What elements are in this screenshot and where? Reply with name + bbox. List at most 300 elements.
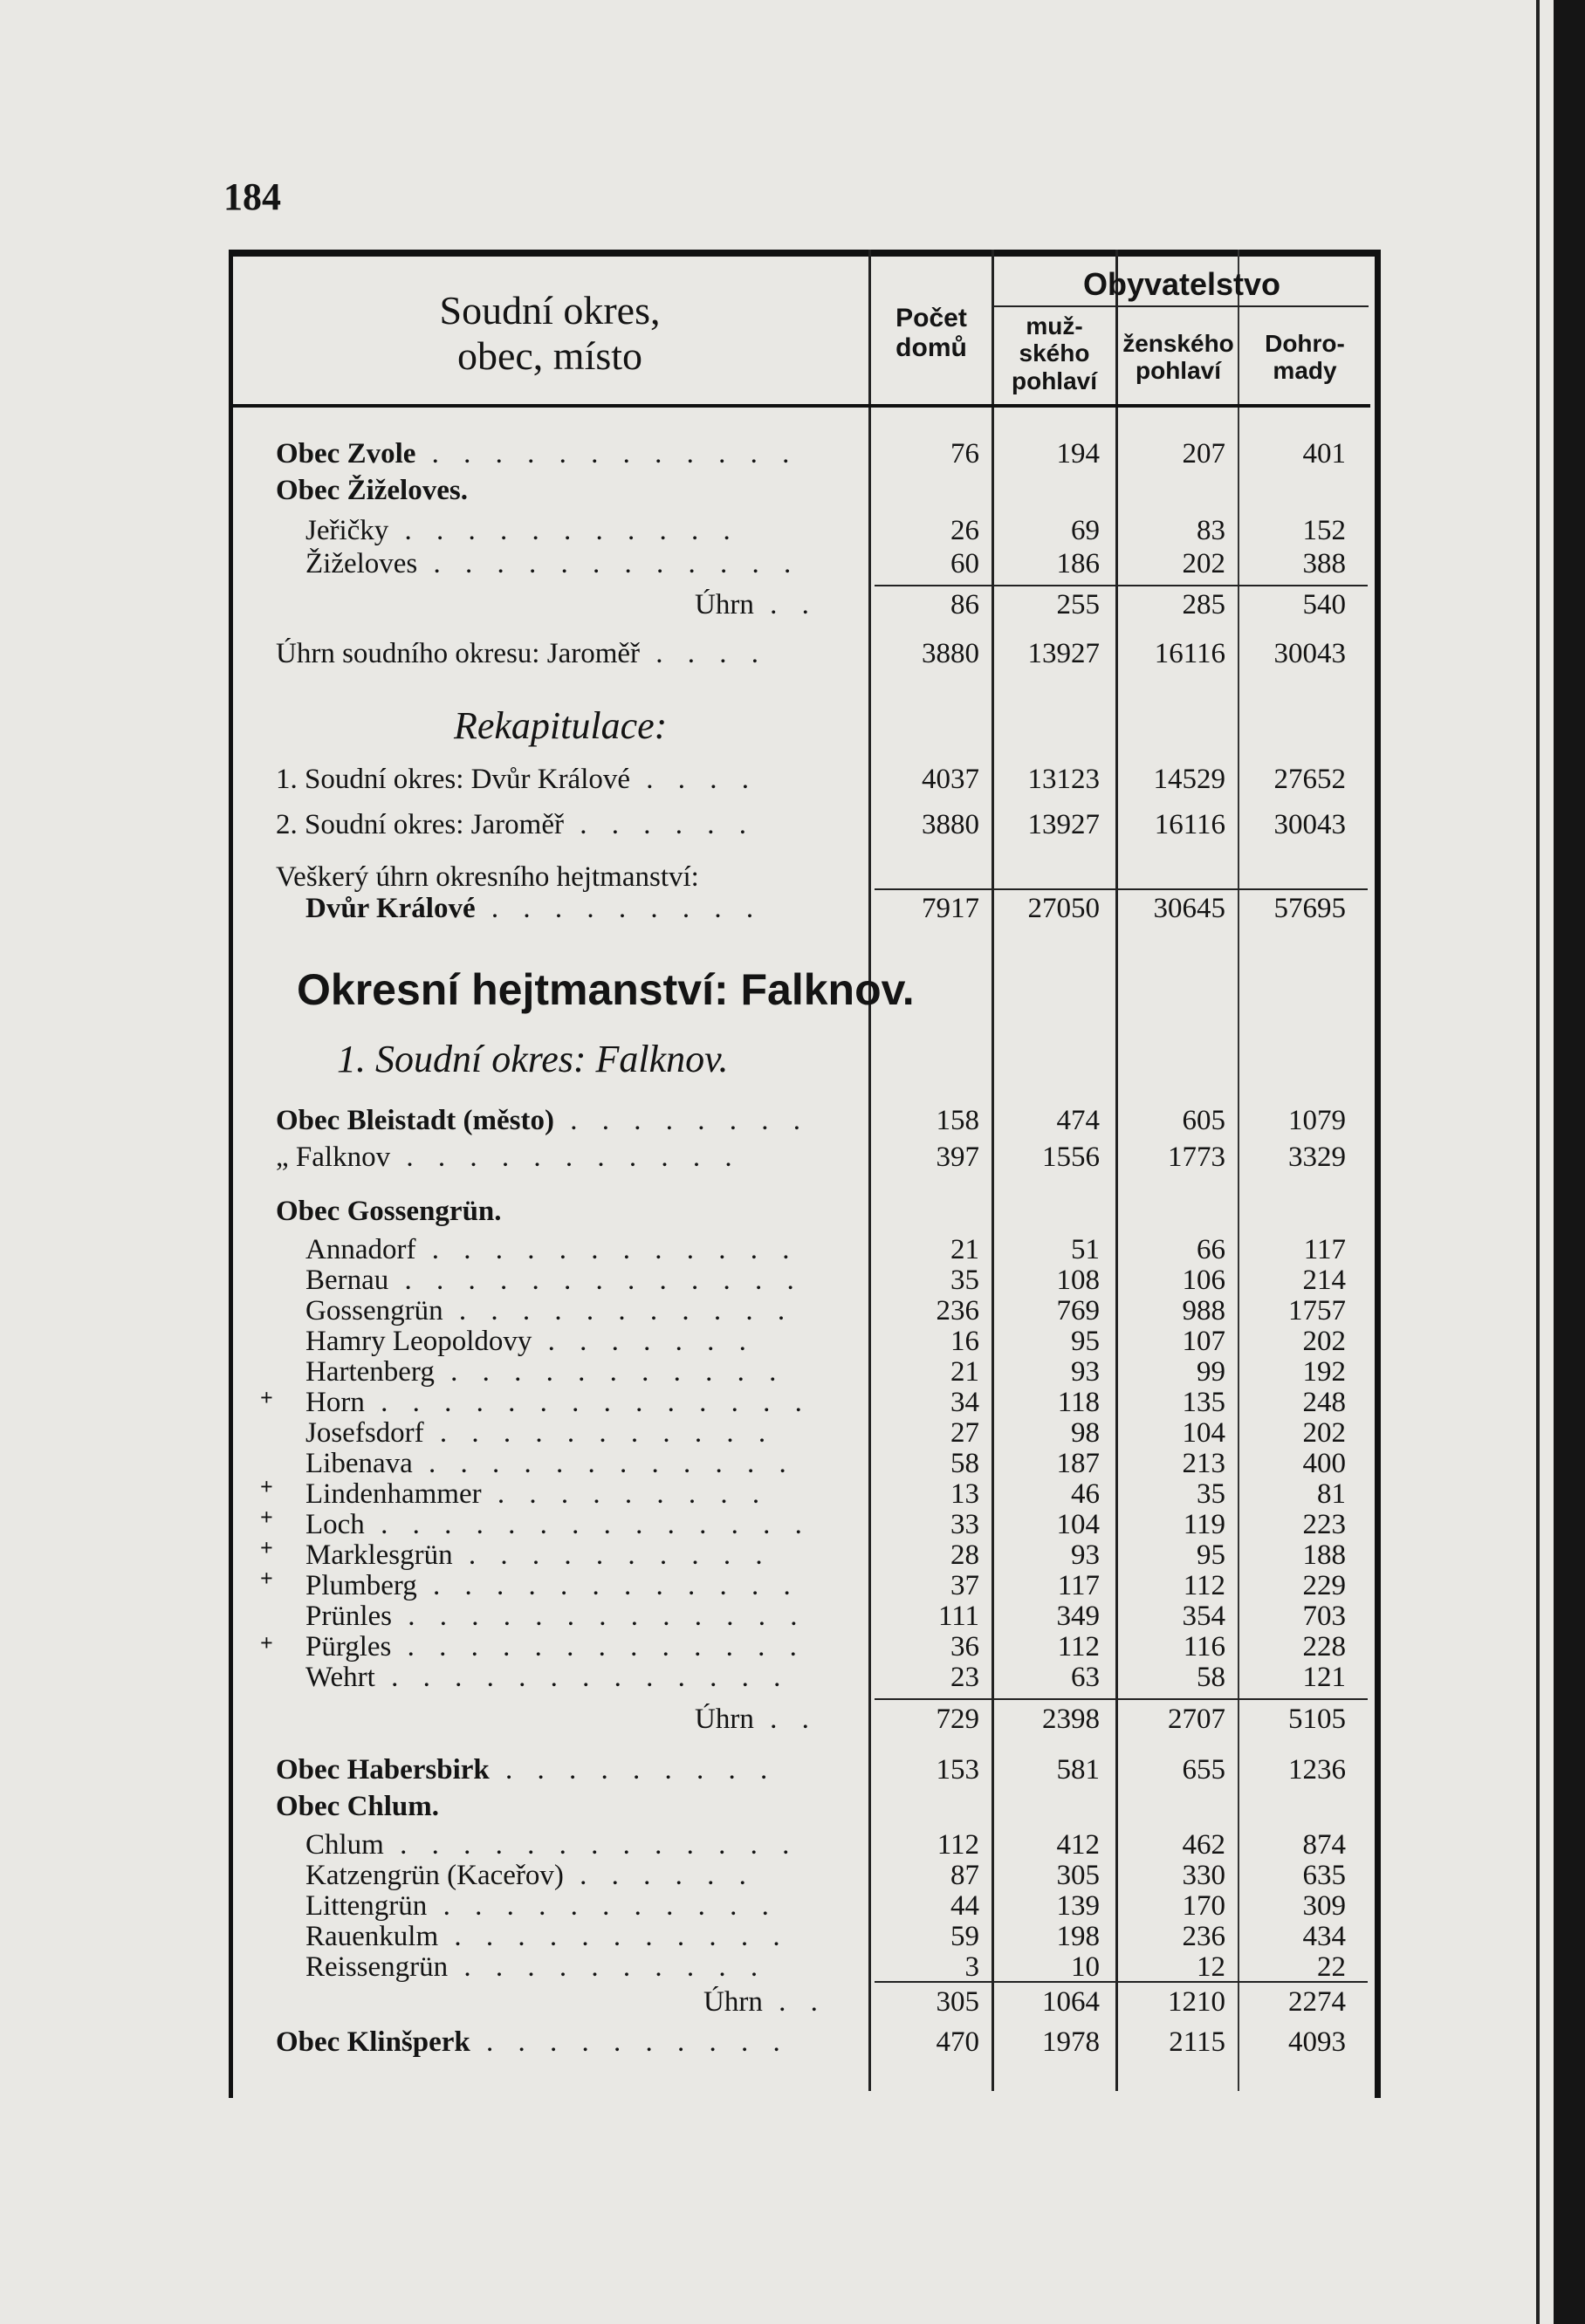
male-cell: 63 — [1071, 1662, 1100, 1693]
male-cell: 349 — [1056, 1601, 1100, 1632]
table-row — [0, 1105, 1585, 1136]
table-row — [0, 893, 1585, 924]
male-cell: 474 — [1056, 1105, 1100, 1136]
row-label — [276, 1141, 862, 1173]
row-label-text: Reissengrün — [305, 1951, 449, 1983]
header-total-column — [1241, 330, 1369, 385]
total-cell: 400 — [1302, 1448, 1346, 1479]
row-label-text: Pürgles — [305, 1631, 392, 1662]
male-cell: 13123 — [1027, 764, 1100, 795]
total-cell: 228 — [1302, 1631, 1346, 1662]
table-row — [0, 1295, 1585, 1327]
total-cell: 30043 — [1273, 809, 1346, 840]
row-label — [305, 1539, 862, 1571]
houses-cell: 59 — [950, 1921, 979, 1952]
total-cell: 2274 — [1288, 1986, 1346, 2018]
header-total-line-2: mady — [1273, 357, 1337, 385]
houses-cell: 26 — [950, 515, 979, 546]
total-cell: 30043 — [1273, 638, 1346, 669]
row-label-text: Katzengrün (Kaceřov) — [305, 1860, 564, 1891]
leader-dots: . . . . . . . . . . . . . — [388, 1265, 803, 1296]
header-houses-line-2: domů — [895, 332, 967, 362]
table-row — [0, 1662, 1585, 1693]
male-cell: 187 — [1056, 1448, 1100, 1479]
table-row — [0, 1631, 1585, 1662]
houses-cell: 21 — [950, 1234, 979, 1265]
houses-cell: 28 — [950, 1539, 979, 1571]
female-cell: 104 — [1182, 1417, 1225, 1449]
row-label — [305, 515, 862, 546]
leader-dots: . . . . . . . . . . . — [438, 1921, 789, 1952]
header-place-line-2: obec, místo — [456, 332, 643, 378]
total-cell: 388 — [1302, 548, 1346, 579]
leader-dots: . . . . . . . . . — [475, 893, 763, 924]
row-label-text: Obec Žiželoves. — [276, 475, 468, 506]
total-cell: 202 — [1302, 1417, 1346, 1449]
male-cell: 51 — [1071, 1234, 1100, 1265]
male-cell: 13927 — [1027, 809, 1100, 840]
table-row — [0, 1704, 1585, 1735]
houses-cell: 305 — [936, 1986, 979, 2018]
houses-cell: 112 — [937, 1829, 979, 1861]
table-row — [0, 638, 1585, 669]
male-cell: 104 — [1056, 1509, 1100, 1540]
district-heading: Okresní hejtmanství: Falknov. — [297, 965, 915, 1014]
row-label — [305, 1921, 862, 1952]
row-label — [305, 1509, 862, 1540]
row-label-text: Hamry Leopoldovy — [305, 1326, 532, 1357]
leader-dots: . . — [753, 1704, 818, 1735]
houses-cell: 3 — [964, 1951, 979, 1983]
leader-dots: . . . . . . . . . . — [452, 1539, 772, 1571]
male-cell: 95 — [1071, 1326, 1100, 1357]
female-cell: 16116 — [1154, 638, 1225, 669]
houses-cell: 76 — [950, 438, 979, 470]
female-cell: 2707 — [1168, 1704, 1225, 1735]
table-row — [0, 861, 1585, 893]
header-female-line-2: pohlaví — [1135, 357, 1221, 385]
female-cell: 2115 — [1169, 2026, 1225, 2058]
male-cell: 255 — [1056, 589, 1100, 620]
houses-cell: 36 — [950, 1631, 979, 1662]
header-male-column — [995, 312, 1114, 394]
leader-dots: . . . . . . . . . . . . . — [383, 1829, 799, 1861]
table-row — [0, 764, 1585, 795]
leader-dots: . . — [753, 589, 818, 620]
row-label-text: Rauenkulm — [305, 1921, 439, 1952]
houses-cell: 3880 — [922, 638, 979, 669]
row-label — [305, 1295, 862, 1327]
female-cell: 58 — [1197, 1662, 1225, 1693]
total-cell: 57695 — [1273, 893, 1346, 924]
male-cell: 1556 — [1042, 1141, 1100, 1173]
row-label-text: Obec Zvole — [276, 438, 416, 470]
leader-dots: . . . . — [640, 638, 768, 669]
houses-cell: 23 — [950, 1662, 979, 1693]
header-place-line-1: Soudní okres, — [439, 288, 661, 332]
female-cell: 605 — [1182, 1105, 1225, 1136]
total-cell: 121 — [1302, 1662, 1346, 1693]
male-cell: 1064 — [1042, 1986, 1100, 2018]
cross-mark: + — [260, 1630, 273, 1656]
male-cell: 769 — [1056, 1295, 1100, 1327]
row-label — [276, 764, 862, 795]
row-label-text: Úhrn — [695, 589, 754, 620]
cross-mark: + — [260, 1474, 273, 1499]
row-label-text: Chlum — [305, 1829, 384, 1861]
houses-cell: 4037 — [922, 764, 979, 795]
table-row — [0, 1387, 1585, 1418]
row-label — [305, 1417, 862, 1449]
total-cell: 3329 — [1288, 1141, 1346, 1173]
row-label — [276, 1196, 862, 1227]
row-label — [305, 1890, 862, 1922]
table-row — [0, 1601, 1585, 1632]
row-label — [305, 1601, 862, 1632]
row-label-text: Jeřičky — [305, 515, 389, 546]
leader-dots: . . . . . . . . . . . . — [417, 548, 800, 579]
female-cell: 1773 — [1168, 1141, 1225, 1173]
leader-dots: . . . . . . . . . . . . . — [374, 1662, 790, 1693]
table-row — [0, 1356, 1585, 1388]
leader-dots: . . . . . . . . . . . — [390, 1141, 741, 1173]
male-cell: 2398 — [1042, 1704, 1100, 1735]
female-cell: 135 — [1182, 1387, 1225, 1418]
header-male-line-1: muž- — [1026, 312, 1083, 339]
row-label — [276, 1105, 862, 1136]
female-cell: 236 — [1182, 1921, 1225, 1952]
table-row — [0, 1754, 1585, 1786]
table-row — [0, 589, 1585, 620]
leader-dots: . . . . . . . . . . . . . — [392, 1601, 806, 1632]
row-label-text: 2. Soudní okres: Jaroměř — [276, 809, 564, 840]
total-cell: 874 — [1302, 1829, 1346, 1861]
leader-dots: . . . . . . . . . . . . — [415, 438, 799, 470]
table-row — [0, 1478, 1585, 1510]
total-cell: 188 — [1302, 1539, 1346, 1571]
leader-dots: . . . . — [630, 764, 758, 795]
female-cell: 35 — [1197, 1478, 1225, 1510]
male-cell: 194 — [1056, 438, 1100, 470]
table-row — [0, 548, 1585, 579]
houses-cell: 60 — [950, 548, 979, 579]
row-label-text: „ Falknov — [276, 1141, 391, 1173]
row-label — [276, 1754, 862, 1786]
table-row — [0, 1141, 1585, 1173]
table-row — [0, 1234, 1585, 1265]
row-label-text: Obec Bleistadt (město) — [276, 1105, 554, 1136]
male-cell: 108 — [1056, 1265, 1100, 1296]
table-row — [0, 1890, 1585, 1922]
male-cell: 69 — [1071, 515, 1100, 546]
houses-cell: 86 — [950, 589, 979, 620]
female-cell: 213 — [1182, 1448, 1225, 1479]
row-label-text: Prünles — [305, 1601, 392, 1632]
row-label-text: Úhrn — [703, 1986, 763, 2018]
female-cell: 119 — [1183, 1509, 1225, 1540]
male-cell: 46 — [1071, 1478, 1100, 1510]
header-population-group: Obyvatelstvo — [1082, 266, 1281, 302]
subdistrict-heading: 1. Soudní okres: Falknov. — [337, 1038, 729, 1080]
male-cell: 1978 — [1042, 2026, 1100, 2058]
total-cell: 635 — [1302, 1860, 1346, 1891]
recapitulation-heading: Rekapitulace: — [454, 704, 668, 747]
cross-mark: + — [260, 1385, 273, 1410]
total-cell: 192 — [1302, 1356, 1346, 1388]
row-label — [305, 1478, 862, 1510]
female-cell: 116 — [1183, 1631, 1225, 1662]
female-cell: 330 — [1182, 1860, 1225, 1891]
total-cell: 152 — [1302, 515, 1346, 546]
row-label — [276, 475, 862, 506]
row-label-text: Wehrt — [305, 1662, 375, 1693]
houses-cell: 21 — [950, 1356, 979, 1388]
houses-cell: 34 — [950, 1387, 979, 1418]
leader-dots: . . . . . . . . . . . — [434, 1356, 786, 1388]
table-row — [0, 1196, 1585, 1227]
row-label — [695, 1704, 862, 1735]
leader-dots: . . . . . . . . . . . . — [416, 1570, 799, 1601]
male-cell: 13927 — [1027, 638, 1100, 669]
total-cell: 1757 — [1288, 1295, 1346, 1327]
houses-cell: 153 — [936, 1754, 979, 1786]
male-cell: 118 — [1057, 1387, 1100, 1418]
row-label — [695, 589, 862, 620]
female-cell: 106 — [1182, 1265, 1225, 1296]
row-label-text: Marklesgrün — [305, 1539, 453, 1571]
leader-dots: . . . . . . . . . . . — [388, 515, 739, 546]
male-cell: 27050 — [1027, 893, 1100, 924]
row-label-text: Hartenberg — [305, 1356, 435, 1388]
row-label-text: Bernau — [305, 1265, 389, 1296]
houses-cell: 87 — [950, 1860, 979, 1891]
row-label — [305, 1860, 862, 1891]
table-row — [0, 1417, 1585, 1449]
page-number: 184 — [223, 175, 281, 218]
table-row — [0, 1326, 1585, 1357]
table-row — [0, 1539, 1585, 1571]
total-cell: 229 — [1302, 1570, 1346, 1601]
table-row — [0, 1265, 1585, 1296]
header-female-column — [1119, 330, 1238, 385]
female-cell: 95 — [1197, 1539, 1225, 1571]
row-label-text: Annadorf — [305, 1234, 416, 1265]
row-label-text: Lindenhammer — [305, 1478, 482, 1510]
houses-cell: 470 — [936, 2026, 979, 2058]
row-label-text: Veškerý úhrn okresního hejtmanství: — [276, 861, 699, 893]
female-cell: 112 — [1183, 1570, 1225, 1601]
leader-dots: . . . . . . . . . . . . — [415, 1234, 799, 1265]
table-row — [0, 1986, 1585, 2018]
female-cell: 99 — [1197, 1356, 1225, 1388]
row-label — [305, 1570, 862, 1601]
leader-dots: . . . . . . . — [532, 1326, 755, 1357]
row-label-text: Libenava — [305, 1448, 413, 1479]
male-cell: 112 — [1057, 1631, 1100, 1662]
female-cell: 170 — [1182, 1890, 1225, 1922]
row-label — [305, 1265, 862, 1296]
row-label — [305, 893, 862, 924]
table-row — [0, 1570, 1585, 1601]
row-label-text: Úhrn — [695, 1704, 754, 1735]
houses-cell: 158 — [936, 1105, 979, 1136]
houses-cell: 58 — [950, 1448, 979, 1479]
row-label-text: Obec Gossengrün. — [276, 1196, 502, 1227]
male-cell: 10 — [1071, 1951, 1100, 1983]
male-cell: 186 — [1056, 548, 1100, 579]
houses-cell: 397 — [936, 1141, 979, 1173]
table-row — [0, 1791, 1585, 1822]
male-cell: 93 — [1071, 1356, 1100, 1388]
row-label-text: Loch — [305, 1509, 365, 1540]
table-row — [0, 515, 1585, 546]
leader-dots: . . . . . . . . . . — [448, 1951, 767, 1983]
table-row — [0, 809, 1585, 840]
sum-rule — [875, 1698, 1368, 1700]
leader-dots: . . . . . . . . . . . . . — [391, 1631, 806, 1662]
table-row — [0, 1829, 1585, 1861]
row-label-text: Gossengrün — [305, 1295, 443, 1327]
male-cell: 139 — [1056, 1890, 1100, 1922]
row-label — [305, 1631, 862, 1662]
row-label-text: Plumberg — [305, 1570, 417, 1601]
total-cell: 434 — [1302, 1921, 1346, 1952]
total-cell: 5105 — [1288, 1704, 1346, 1735]
male-cell: 412 — [1056, 1829, 1100, 1861]
female-cell: 462 — [1182, 1829, 1225, 1861]
header-bottom-rule — [229, 404, 1370, 408]
row-label-text: Obec Klinšperk — [276, 2026, 470, 2058]
group-header-rule — [993, 305, 1369, 307]
houses-cell: 35 — [950, 1265, 979, 1296]
header-houses-line-1: Počet — [895, 304, 967, 332]
houses-cell: 13 — [950, 1478, 979, 1510]
row-label — [305, 1662, 862, 1693]
header-female-line-1: ženského — [1122, 330, 1234, 357]
houses-cell: 7917 — [922, 893, 979, 924]
row-label — [703, 1986, 862, 2018]
total-cell: 22 — [1317, 1951, 1346, 1983]
female-cell: 354 — [1182, 1601, 1225, 1632]
total-cell: 540 — [1302, 589, 1346, 620]
male-cell: 117 — [1057, 1570, 1100, 1601]
table-row — [0, 1448, 1585, 1479]
total-cell: 401 — [1302, 438, 1346, 470]
header-total-line-1: Dohro- — [1265, 330, 1345, 357]
row-label-text: Obec Chlum. — [276, 1791, 440, 1822]
leader-dots: . . . . . . . . . . — [470, 2026, 789, 2058]
table-row — [0, 1509, 1585, 1540]
houses-cell: 33 — [950, 1509, 979, 1540]
leader-dots: . . . . . . . . . — [481, 1478, 769, 1510]
total-cell: 117 — [1303, 1234, 1346, 1265]
row-label-text: Littengrün — [305, 1890, 428, 1922]
total-cell: 248 — [1302, 1387, 1346, 1418]
female-cell: 66 — [1197, 1234, 1225, 1265]
row-label-text: Obec Habersbirk — [276, 1754, 490, 1786]
leader-dots: . . . . . . . . — [553, 1105, 809, 1136]
male-cell: 305 — [1056, 1860, 1100, 1891]
row-label — [305, 1448, 862, 1479]
leader-dots: . . . . . . . . . . . — [427, 1890, 778, 1922]
houses-cell: 16 — [950, 1326, 979, 1357]
female-cell: 655 — [1182, 1754, 1225, 1786]
row-label — [276, 2026, 862, 2058]
table-row — [0, 1921, 1585, 1952]
female-cell: 16116 — [1154, 809, 1225, 840]
row-label — [305, 1356, 862, 1388]
total-cell: 223 — [1302, 1509, 1346, 1540]
male-cell: 581 — [1056, 1754, 1100, 1786]
row-label — [305, 548, 862, 579]
row-label — [276, 861, 862, 893]
header-male-line-3: pohlaví — [1011, 367, 1097, 394]
row-label — [305, 1234, 862, 1265]
leader-dots: . . . . . . . . . — [489, 1754, 777, 1786]
row-label — [305, 1387, 862, 1418]
row-label — [305, 1951, 862, 1983]
leader-dots: . . . . . . — [563, 1860, 755, 1891]
leader-dots: . . . . . . . . . . . . — [412, 1448, 795, 1479]
female-cell: 1210 — [1168, 1986, 1225, 2018]
male-cell: 198 — [1056, 1921, 1100, 1952]
total-cell: 4093 — [1288, 2026, 1346, 2058]
row-label — [276, 1791, 862, 1822]
female-cell: 988 — [1182, 1295, 1225, 1327]
female-cell: 30645 — [1153, 893, 1225, 924]
cross-mark: + — [260, 1505, 273, 1530]
row-label — [276, 438, 862, 470]
header-place-column — [236, 288, 864, 378]
leader-dots: . . . . . . . . . . . . . . — [364, 1387, 811, 1418]
row-label-text: Josefsdorf — [305, 1417, 424, 1449]
houses-cell: 44 — [950, 1890, 979, 1922]
leader-dots: . . . . . . — [563, 809, 755, 840]
cross-mark: + — [260, 1535, 273, 1560]
total-cell: 1236 — [1288, 1754, 1346, 1786]
total-cell: 202 — [1302, 1326, 1346, 1357]
table-row — [0, 1860, 1585, 1891]
houses-cell: 3880 — [922, 809, 979, 840]
total-cell: 81 — [1317, 1478, 1346, 1510]
total-cell: 309 — [1302, 1890, 1346, 1922]
houses-cell: 27 — [950, 1417, 979, 1449]
row-label — [276, 638, 862, 669]
total-cell: 1079 — [1288, 1105, 1346, 1136]
female-cell: 14529 — [1153, 764, 1225, 795]
houses-cell: 37 — [950, 1570, 979, 1601]
header-male-line-2: ského — [1019, 339, 1090, 367]
leader-dots: . . — [762, 1986, 827, 2018]
male-cell: 98 — [1071, 1417, 1100, 1449]
cross-mark: + — [260, 1566, 273, 1591]
table-row — [0, 2026, 1585, 2058]
row-label-text: Horn — [305, 1387, 365, 1418]
row-label-text: Žiželoves — [305, 548, 418, 579]
total-cell: 27652 — [1273, 764, 1346, 795]
female-cell: 107 — [1182, 1326, 1225, 1357]
total-cell: 214 — [1302, 1265, 1346, 1296]
houses-cell: 236 — [936, 1295, 979, 1327]
female-cell: 83 — [1197, 515, 1225, 546]
leader-dots: . . . . . . . . . . . — [443, 1295, 794, 1327]
row-label — [305, 1829, 862, 1861]
female-cell: 285 — [1182, 589, 1225, 620]
row-label-text: Dvůr Králové — [305, 893, 476, 924]
row-label-text: Úhrn soudního okresu: Jaroměř — [276, 638, 641, 669]
female-cell: 202 — [1182, 548, 1225, 579]
leader-dots: . . . . . . . . . . . . . . — [364, 1509, 811, 1540]
